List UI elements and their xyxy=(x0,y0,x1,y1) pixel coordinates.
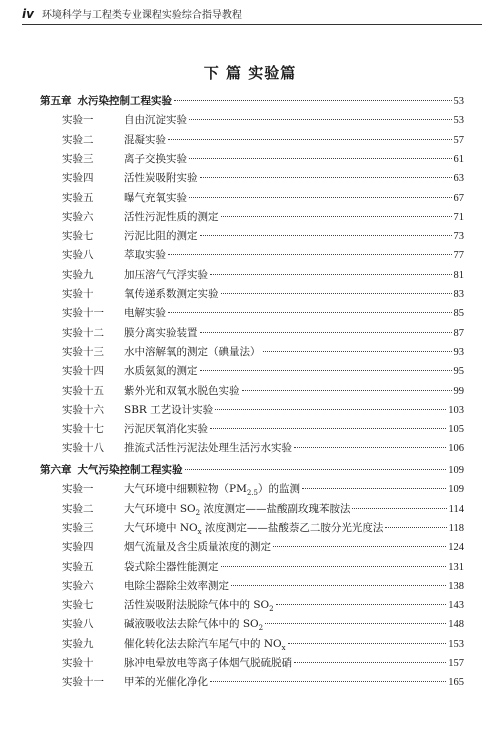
experiment-number: 实验二 xyxy=(62,133,94,146)
page-number: 77 xyxy=(453,250,464,262)
book-title: 环境科学与工程类专业课程实验综合指导教程 xyxy=(41,10,242,21)
chapter-entry[interactable] xyxy=(40,92,464,110)
leader-dots xyxy=(263,351,452,352)
experiment-entry[interactable] xyxy=(40,227,464,245)
experiment-number: 实验十 xyxy=(62,288,94,300)
experiment-entry[interactable] xyxy=(40,500,464,518)
experiment-title: 袋式除尘器性能测定 xyxy=(124,560,219,573)
experiment-title: 紫外光和双氧水脱色实验 xyxy=(124,384,240,397)
chapter-title: 水污染控制工程实验 xyxy=(77,95,172,107)
experiment-title: 氧传递系数测定实验 xyxy=(124,288,219,300)
experiment-title: 污泥厌氧消化实验 xyxy=(124,423,208,436)
page-number: 103 xyxy=(448,404,464,416)
experiment-title: 混凝实验 xyxy=(124,133,166,146)
experiment-number: 实验十一 xyxy=(62,676,104,689)
experiment-title: 加压溶气气浮实验 xyxy=(124,268,208,281)
experiment-entry[interactable] xyxy=(40,538,464,556)
experiment-entry[interactable] xyxy=(40,111,464,129)
page-number: 124 xyxy=(448,542,464,554)
leader-dots xyxy=(200,332,452,333)
experiment-entry[interactable] xyxy=(40,615,464,633)
experiment-entry[interactable] xyxy=(40,266,464,284)
experiment-title: 水中溶解氧的测定（碘量法） xyxy=(124,345,261,358)
experiment-number: 实验十 xyxy=(62,657,94,669)
page-number: 143 xyxy=(448,600,464,612)
header-rule xyxy=(22,24,482,25)
leader-dots xyxy=(294,447,446,448)
experiment-entry[interactable] xyxy=(40,324,464,342)
leader-dots xyxy=(215,409,446,410)
page-number: 165 xyxy=(448,677,464,689)
leader-dots xyxy=(273,546,446,547)
experiment-entry[interactable] xyxy=(40,635,464,653)
experiment-title: 离子交换实验 xyxy=(124,152,187,165)
page-numeral: iv xyxy=(22,7,34,21)
part-title: 下 篇 实验篇 xyxy=(203,64,297,82)
experiment-number: 实验五 xyxy=(62,191,94,204)
page-number: 99 xyxy=(453,385,464,397)
experiment-number: 实验十三 xyxy=(62,345,104,358)
leader-dots xyxy=(294,662,446,663)
leader-dots xyxy=(302,488,446,489)
experiment-entry[interactable] xyxy=(40,673,464,691)
leader-dots xyxy=(210,428,446,429)
experiment-number: 实验九 xyxy=(62,637,94,650)
page-number: 105 xyxy=(448,424,464,436)
leader-dots xyxy=(174,100,452,101)
experiment-title: 水质氨氮的测定 xyxy=(124,365,198,378)
page-number: 109 xyxy=(448,484,464,496)
experiment-title: 大气环境中 $NO_x$ 浓度测定——盐酸萘乙二胺分光光度法 xyxy=(124,521,384,536)
experiment-number: 实验九 xyxy=(62,268,94,281)
chapter-number: 第五章 xyxy=(40,95,72,107)
page-number: 71 xyxy=(453,211,464,223)
experiment-title: 催化转化法去除汽车尾气中的 $NO_x$ xyxy=(124,637,286,652)
experiment-entry[interactable] xyxy=(40,208,464,226)
experiment-entry[interactable] xyxy=(40,189,464,207)
page-number: 87 xyxy=(453,327,464,339)
experiment-title: 活性炭吸附实验 xyxy=(124,172,198,185)
experiment-entry[interactable] xyxy=(40,480,464,498)
experiment-number: 实验十七 xyxy=(62,423,104,436)
experiment-title: 膜分离实验装置 xyxy=(124,326,198,339)
leader-dots xyxy=(200,177,452,178)
experiment-entry[interactable] xyxy=(40,654,464,672)
page-number: 148 xyxy=(448,619,464,631)
experiment-number: 实验四 xyxy=(62,541,94,554)
experiment-number: 实验一 xyxy=(62,483,94,496)
experiment-entry[interactable] xyxy=(40,401,464,419)
experiment-number: 实验八 xyxy=(62,618,94,631)
experiment-title: SBR 工艺设计实验 xyxy=(124,403,214,416)
leader-dots xyxy=(185,469,447,470)
experiment-title: 甲苯的光催化净化 xyxy=(124,676,208,689)
page-number: 131 xyxy=(448,561,464,573)
experiment-title: 大气环境中细颗粒物$(PM_{2.5})$的监测 xyxy=(124,483,300,498)
experiment-title: 污泥比阻的测定 xyxy=(124,230,198,243)
experiment-number: 实验三 xyxy=(62,152,94,165)
page-number: 106 xyxy=(448,443,464,455)
experiment-entry[interactable] xyxy=(40,382,464,400)
experiment-title: 活性污泥性质的测定 xyxy=(124,210,219,223)
leader-dots xyxy=(265,623,446,624)
page-number: 61 xyxy=(453,153,464,165)
experiment-number: 实验六 xyxy=(62,210,94,223)
experiment-number: 实验一 xyxy=(62,114,94,127)
experiment-entry[interactable] xyxy=(40,439,464,457)
experiment-title: 大气环境中 $SO_2$ 浓度测定——盐酸副玫瑰苯胺法 xyxy=(124,502,351,517)
experiment-title: 活性炭吸附法脱除气体中的 $SO_2$ xyxy=(124,599,274,614)
experiment-title: 电解实验 xyxy=(124,307,166,320)
chapter-number: 第六章 xyxy=(40,464,72,476)
leader-dots xyxy=(352,508,446,509)
leader-dots xyxy=(200,235,452,236)
page-number: 53 xyxy=(453,115,464,127)
experiment-title: 脉冲电晕放电等离子体烟气脱硫脱硝 xyxy=(124,657,292,669)
chapter-title: 大气污染控制工程实验 xyxy=(77,464,183,476)
experiment-entry[interactable] xyxy=(40,246,464,264)
experiment-number: 实验五 xyxy=(62,560,94,573)
chapter-entry[interactable] xyxy=(40,461,464,479)
experiment-entry[interactable] xyxy=(40,519,464,537)
leader-dots xyxy=(200,370,452,371)
experiment-title: 烟气流量及含尘质量浓度的测定 xyxy=(124,541,271,554)
experiment-entry[interactable] xyxy=(40,343,464,361)
experiment-entry[interactable] xyxy=(40,131,464,149)
page-number: 109 xyxy=(448,465,464,476)
page-number: 153 xyxy=(448,638,464,650)
experiment-number: 实验十四 xyxy=(62,365,104,378)
leader-dots xyxy=(189,197,452,198)
page-number: 67 xyxy=(453,192,464,204)
page-number: 83 xyxy=(453,289,464,300)
leader-dots xyxy=(210,274,452,275)
page-number: 138 xyxy=(448,580,464,592)
leader-dots xyxy=(276,604,447,605)
experiment-number: 实验八 xyxy=(62,249,94,262)
experiment-entry[interactable] xyxy=(40,577,464,595)
page-number: 118 xyxy=(448,522,464,534)
experiment-number: 实验三 xyxy=(62,521,94,534)
leader-dots xyxy=(385,527,446,528)
experiment-entry[interactable] xyxy=(40,596,464,614)
experiment-number: 实验十八 xyxy=(62,442,104,455)
experiment-number: 实验十六 xyxy=(62,403,104,416)
page-number: 93 xyxy=(453,346,464,358)
experiment-entry[interactable] xyxy=(40,285,464,303)
page-number: 53 xyxy=(453,96,464,107)
leader-dots xyxy=(221,566,447,567)
experiment-number: 实验四 xyxy=(62,172,94,185)
experiment-entry[interactable] xyxy=(40,558,464,576)
experiment-number: 实验七 xyxy=(62,230,94,243)
experiment-title: 推流式活性污泥法处理生活污水实验 xyxy=(124,442,292,455)
leader-dots xyxy=(231,585,446,586)
experiment-entry[interactable] xyxy=(40,150,464,168)
leader-dots xyxy=(210,681,446,682)
page-number: 157 xyxy=(448,658,464,669)
experiment-number: 实验二 xyxy=(62,502,94,515)
leader-dots xyxy=(242,390,452,391)
experiment-title: 自由沉淀实验 xyxy=(124,114,187,127)
experiment-number: 实验七 xyxy=(62,599,94,612)
leader-dots xyxy=(168,139,452,140)
leader-dots xyxy=(189,158,452,159)
experiment-entry[interactable] xyxy=(40,362,464,380)
leader-dots xyxy=(288,643,447,644)
experiment-entry[interactable] xyxy=(40,420,464,438)
experiment-number: 实验十五 xyxy=(62,384,104,397)
leader-dots xyxy=(168,254,452,255)
page-number: 114 xyxy=(448,503,464,515)
page-number: 95 xyxy=(453,366,464,378)
experiment-number: 实验十一 xyxy=(62,307,104,320)
page-number: 85 xyxy=(453,308,464,320)
experiment-entry[interactable] xyxy=(40,169,464,187)
experiment-title: 萃取实验 xyxy=(124,249,166,262)
leader-dots xyxy=(221,293,452,294)
leader-dots xyxy=(221,216,452,217)
experiment-number: 实验十二 xyxy=(62,326,104,339)
experiment-entry[interactable] xyxy=(40,304,464,322)
leader-dots xyxy=(189,119,452,120)
page-number: 63 xyxy=(453,173,464,185)
page-number: 81 xyxy=(453,269,464,281)
experiment-title: 电除尘器除尘效率测定 xyxy=(124,579,229,592)
experiment-title: 曝气充氧实验 xyxy=(124,191,187,204)
page-number: 73 xyxy=(453,231,464,243)
page-number: 57 xyxy=(453,134,464,146)
experiment-number: 实验六 xyxy=(62,579,94,592)
running-header xyxy=(22,6,482,21)
experiment-title: 碱液吸收法去除气体中的 $SO_2$ xyxy=(124,618,264,633)
leader-dots xyxy=(168,312,452,313)
